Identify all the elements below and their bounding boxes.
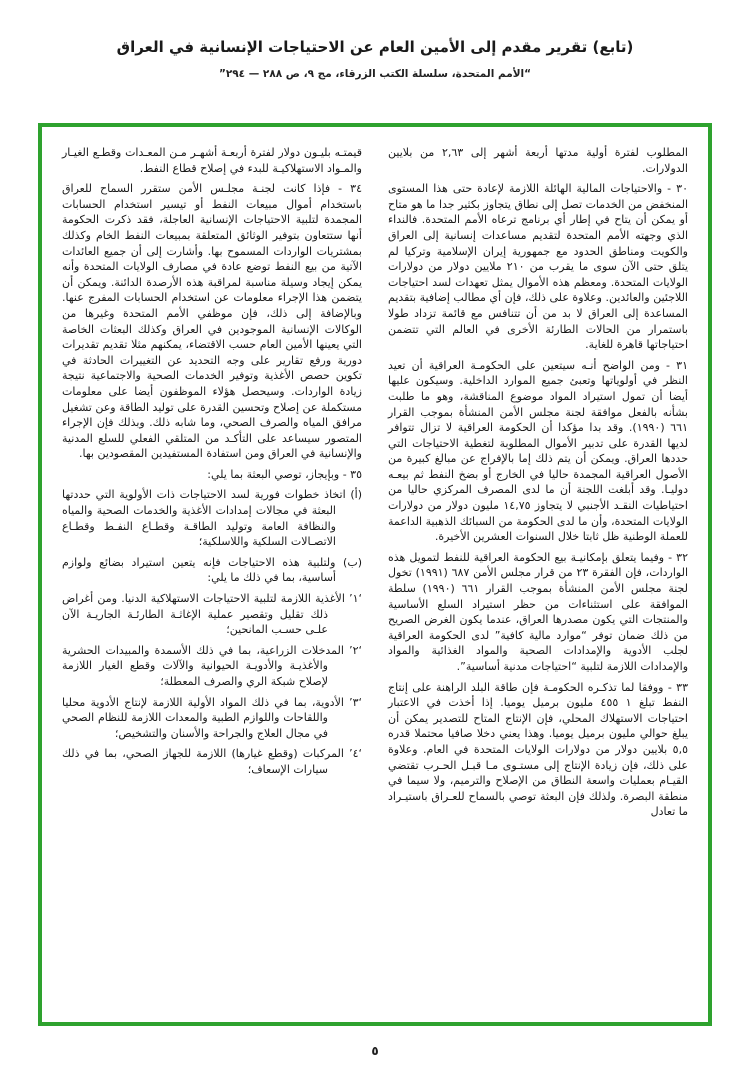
paragraph-34: ٣٤ - فإذا كانت لجنـة مجلـس الأمن ستقرر السماح للعراق باستخدام أموال مبيعات النفط أو تيسير استخدام الحسابات المجمدة لتلبية الاحتياجات الإنسانية العاجلة، فقد ذكرت الحكومة أنها ستتعاون بتوفير الوثائق المتعلقة بمبيعات النفط الخام وكذلك بمشتريات الواردات المسموح بها. وأشارت إلى أن جميع العائدات الآتية من بيع النفط توضع عادة في مصارف الولايات المتحدة وأنه يمكن إيجاد وسيلة مناسبة لمراقبة هذه الأرصدة الدائنة. ويمكن أن يتضمن هذا الإجراء معلومات عن استخدام الحسابات المفرج عنها. وبالإضافة إلى ذلك، فإن موظفي الأمم المتحدة وغيرها من الوكالات الإنسانية الموجودين في العراق وكذلك البعثات الخاصة التي يعينها الأمين العام حسب الاقتضاء، يمكنهم مثلا تقديم تقديرات دورية ورفع تقارير على وجه التحديد عن التغييرات الحادثة في تكوين حصص الأغذية وتوفير الخدمات الصحية والاجتماعية نتيجة زيادة الواردات. وسيحصل هؤلاء الموظفون أيضا على معلومات مستكملة عن إصلاح وتحسين القدرة على توليد الطاقة وعن تشغيل مرافق المياه والصرف الصحي، وما شابه ذلك. وبذلك فإن الإجراء المتصور سيساعد على التأكـد من المتلقي الفعلي للسلع المدنية والإنسانية في العراق ومن استفادة المستفيدين المقصودين بها. — [62, 182, 362, 461]
page-subtitle: “الأمم المتحدة، سلسلة الكتب الزرقاء، مج ٩، ص ٢٨٨ — ٢٩٤” — [218, 68, 532, 80]
list-item-b: (ب) ولتلبية هذه الاحتياجات فإنه يتعين استيراد بضائع ولوازم أساسية، بما في ذلك ما يلي: — [62, 555, 362, 585]
paragraph-continuation: قيمتـه بليـون دولار لفترة أربعـة أشهـر مـن المعـدات وقطـع الغيـار والمـواد الاستهلاكيـة للبدء في إصلاح قطاع النفط. — [62, 146, 362, 175]
paragraph-continuation: المطلوب لفترة أولية مدتها أربعة أشهر إلى ٢,٦٣ من بلايين الدولارات. — [388, 146, 688, 175]
paragraph-33: ٣٣ - ووفقا لما تذكـره الحكومـة فإن طاقة البلد الراهنة على إنتاج النفط تبلغ ١ ٤٥٥ مليون برميل يوميا. إذا أخذت في الاعتبار احتياجات الاستهلاك المحلي، فإن الإنتاج المتاح للتصدير يمكن أن يبلغ حوالي مليون برميل يوميا. وهذا يعني دخلا صافيا محتملا قدره ٥,٥ بلايين دولار من دولارات الولايات المتحدة في العام. وعلاوة على ذلك، فإن زيادة الإنتاج إلى مستـوى مـا قبـل الحـرب تقتضي القيـام بعمليات واسعة النطاق من الإصلاح والترميم، ولا سيما في منطقة البصرة. ولذلك فإن البعثة توصي بالسماح للعـراق باستيـراد ما تعادل — [388, 680, 689, 819]
paragraph-30: ٣٠ - والاحتياجات المالية الهائلة اللازمة لإعادة حتى هذا المستوى المنخفض من الخدمات تصل إلى نطاق يتجاوز بكثير جدا ما هو متاح أو يمكن أن يتاح في إطار أي برنامج ترعاه الأمم المتحدة. فالنداء الذي وجهته الأمم المتحدة لتقديم مساعدات إنسانية إلى العراق والكويت ومناطق الحدود مع جمهورية إيران الإسلامية وتركيا لم يتلق حتى الآن سوى ما يقرب من ٢١٠ ملايين دولار من دولارات الولايات المتحدة. ومعظم هذه الأموال يمثل تعهدات لسد احتياجات اللاجئين والعائدين. وعلاوة على ذلك، فإن أي مطالب إضافية بتقديم المساعدة إلى العراق لا بد من أن تتنافس مع قائمة تزداد طولا باستمرار من الحالات الطارئة الأخرى في العالم التي تتضمن احتياجاتها قاهرة للغاية. — [388, 182, 688, 352]
paragraph-31: ٣١ - ومن الواضح أنـه سيتعين على الحكومـة العراقية أن تعيد النظر في أولوياتها وتعبئ جميع الموارد الداخلية. وسيكون عليها أيضا أن تمول استيراد المواد موضوع المناقشة، وهو ما طلبت بشأنه بالفعل موافقة لجنة مجلس الأمن المنشأة بموجب القرار ٦٦١ (١٩٩٠). وقد بدا مؤكدا أن الحكومة العراقية لا تزال تتوافر لديها القدرة على تدبير الأموال المطلوبة لتغطية الاحتياجات التي حددها العراق. ويمكن أن يتم ذلك إما بالإفراج عن مبالغ كبيرة من الأصول العراقية المجمدة حاليا في الخارج أو بضخ النفط ثم بيعـه دوليـا. وقد أبلغت اللجنة أن ما لدى المصرف المركزي حاليا من احتياطيات النقـد الأجنبي لا يتجاوز ١٤,٧٥ مليون دولار من دولارات الولايات المتحدة، وأن ما لدى الحكومة من السبائك الذهبية الداعمة للعملة الوطنية ظل ثابتا خلال السنوات العشرين الأخيرة. — [388, 358, 688, 544]
list-item-3: ‘٣’ الأدوية، بما في ذلك المواد الأولية اللازمة لإنتاج الأدوية محليا واللقاحات واللوازم الطبية والمعدات اللازمة للنظام الصحي في مجال العلاج والجراحة والأسنان والتشخيص؛ — [62, 695, 362, 740]
paragraph-35: ٣٥ - وبإيجاز، توصي البعثة بما يلي: — [207, 467, 362, 481]
list-item-4: ‘٤’ المركبات (وقطع غيارها) اللازمة للجهاز الصحي، بما في ذلك سيارات الإسعاف؛ — [62, 747, 362, 776]
page-title: (تابع) تقرير مقدم إلى الأمين العام عن الاحتياجات الإنسانية في العراق — [116, 38, 634, 56]
list-item-a: (أ) اتخاذ خطوات فورية لسد الاحتياجات ذات الأولوية التي حددتها البعثة في مجالات إمدادات الأغذية والخدمات الصحية والمياه والنظافة العامة وتوليد الطاقـة وقطـاع النفـط وقطـاع الاتصـالات السلكية واللاسلكية؛ — [62, 488, 362, 549]
document-border-frame — [38, 123, 712, 1026]
list-item-2: ‘٢’ المدخلات الزراعية، بما في ذلك الأسمدة والمبيدات الحشرية والأغذيـة والأدويـة الحيوانية والآلات وقطع الغيار اللازمة لإصلاح شبكة الري والصرف المعطلة؛ — [62, 643, 362, 688]
text-columns — [62, 145, 688, 1006]
paragraph-32: ٣٢ - وفيما يتعلق بإمكانيـة بيع الحكومة العراقية للنفط لتمويل هذه الواردات، فإن الفقرة ٢٣ من قرار مجلس الأمن ٦٨٧ (١٩٩١) تخول لجنة مجلس الأمن المنشأة بموجب القرار ٦٦١ (١٩٩٠) سلطة الموافقة على استثناءات من حظر استيراد السلع الأساسية والمنتجات التي يكون مصدرها العراق، عندما يكون الغرض الصريح من ذلك ضمان توفر “موارد مالية كافية” لدى الحكومة العراقية لجلب الأدوية والإمدادات الصحية والمواد الغذائية والمواد والإمدادات اللازمة لتلبية “احتياجات مدنية أساسية”. — [388, 550, 689, 673]
right-column — [388, 145, 688, 1006]
page-number: ٥ — [371, 1044, 379, 1058]
list-item-1: ‘١’ الأغذية اللازمة لتلبية الاحتياجات الاستهلاكية الدنيا. ومن أغراض ذلك تقليل وتقصير عملية الإغاثـة الطارئـة الجاريـة الآن علـى حسـب المانحين؛ — [62, 592, 362, 637]
left-column — [62, 145, 362, 1006]
